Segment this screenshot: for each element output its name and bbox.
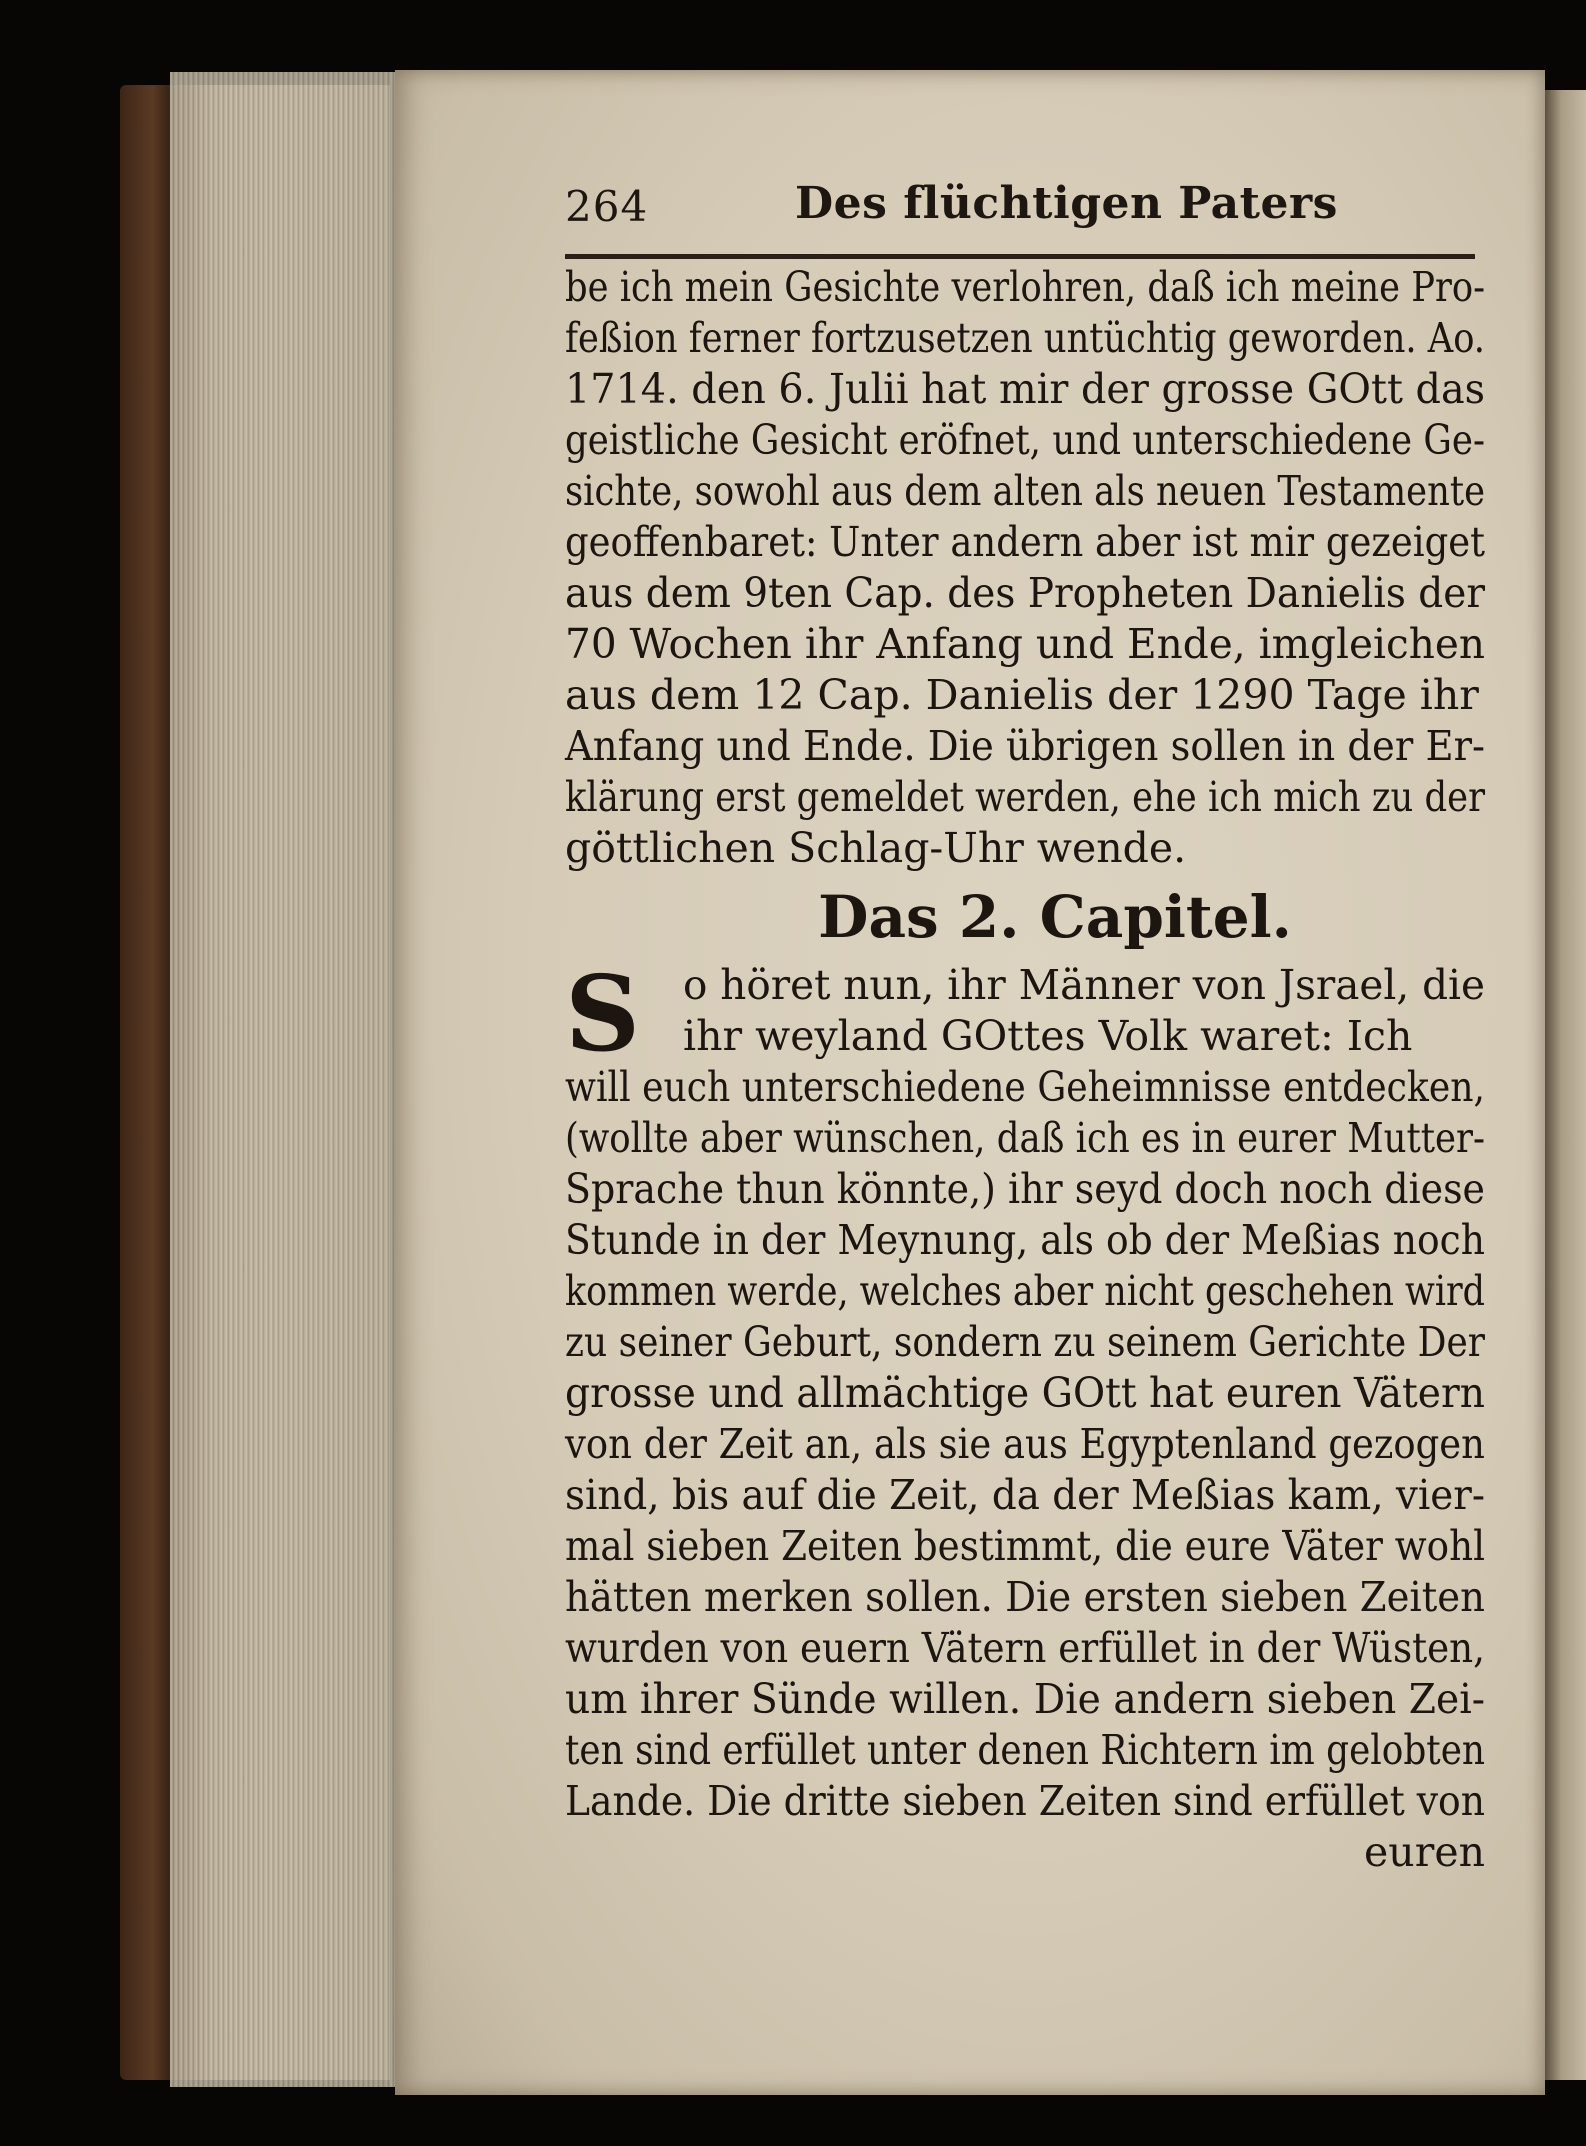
text-line: ten sind erfüllet unter denen Richtern im gelobten (565, 1726, 1485, 1774)
running-title: Des flüchtigen Paters (795, 178, 1338, 229)
text-line: aus dem 12 Cap. Danielis der 1290 Tage ihr (565, 671, 1479, 719)
chapter-heading: Das 2. Capitel. (818, 883, 1292, 951)
text-line: göttlichen Schlag-Uhr wende. (565, 824, 1187, 872)
text-line: will euch unterschiedene Geheimnisse entdecken, (565, 1063, 1485, 1111)
text-line: Anfang und Ende. Die übrigen sollen in der Er- (565, 722, 1485, 770)
page-number: 264 (565, 182, 649, 231)
chapter-body (565, 952, 1485, 1878)
text-line: aus dem 9ten Cap. des Propheten Danielis der (565, 569, 1485, 617)
text-line: zu seiner Geburt, sondern zu seinem Gerichte Der (565, 1318, 1485, 1366)
text-line: Stunde in der Meynung, als ob der Meßias noch (565, 1216, 1485, 1264)
text-line: Sprache thun könnte,) ihr seyd doch noch diese (565, 1165, 1485, 1213)
text-line: (wollte aber wünschen, daß ich es in eurer Mutter- (565, 1114, 1485, 1162)
text-line: um ihrer Sünde willen. Die andern sieben Zei- (565, 1675, 1485, 1723)
text-line: hätten merken sollen. Die ersten sieben Zeiten (565, 1573, 1485, 1621)
page-edges (170, 72, 410, 2087)
text-line: geoffenbaret: Unter andern aber ist mir gezeiget (565, 518, 1485, 566)
text-line: Lande. Die dritte sieben Zeiten sind erfüllet von (565, 1777, 1485, 1825)
page-text (565, 262, 1485, 1878)
facing-page-edge (1545, 90, 1586, 2080)
text-line: sind, bis auf die Zeit, da der Meßias kam, vier- (565, 1471, 1485, 1519)
text-line: geistliche Gesicht eröfnet, und unterschiedene Ge- (565, 416, 1485, 464)
catchword: euren (1364, 1828, 1485, 1876)
text-line: wurden von euern Vätern erfüllet in der Wüsten, (565, 1624, 1485, 1672)
text-line: 1714. den 6. Julii hat mir der grosse GOtt das (565, 365, 1485, 413)
text-line: klärung erst gemeldet werden, ehe ich mich zu der (565, 773, 1485, 821)
text-line: sichte, sowohl aus dem alten als neuen Testamente (565, 467, 1485, 515)
page-header (565, 178, 1475, 240)
text-line: grosse und allmächtige GOtt hat euren Vätern (565, 1369, 1485, 1417)
header-rule (565, 254, 1475, 259)
text-line: be ich mein Gesichte verlohren, daß ich meine Pro- (565, 263, 1485, 311)
text-line: mal sieben Zeiten bestimmt, die eure Väter wohl (565, 1522, 1485, 1570)
text-line: kommen werde, welches aber nicht geschehen wird (565, 1267, 1485, 1315)
text-line: ihr weyland GOttes Volk waret: Ich (683, 1012, 1413, 1060)
text-line: feßion ferner fortzusetzen untüchtig geworden. Ao. (565, 314, 1485, 362)
text-line: von der Zeit an, als sie aus Egyptenland gezogen (565, 1420, 1485, 1468)
drop-cap: S (565, 952, 641, 1075)
text-line: 70 Wochen ihr Anfang und Ende, imgleichen (565, 620, 1485, 668)
text-line: o höret nun, ihr Männer von Jsrael, die (683, 961, 1485, 1009)
